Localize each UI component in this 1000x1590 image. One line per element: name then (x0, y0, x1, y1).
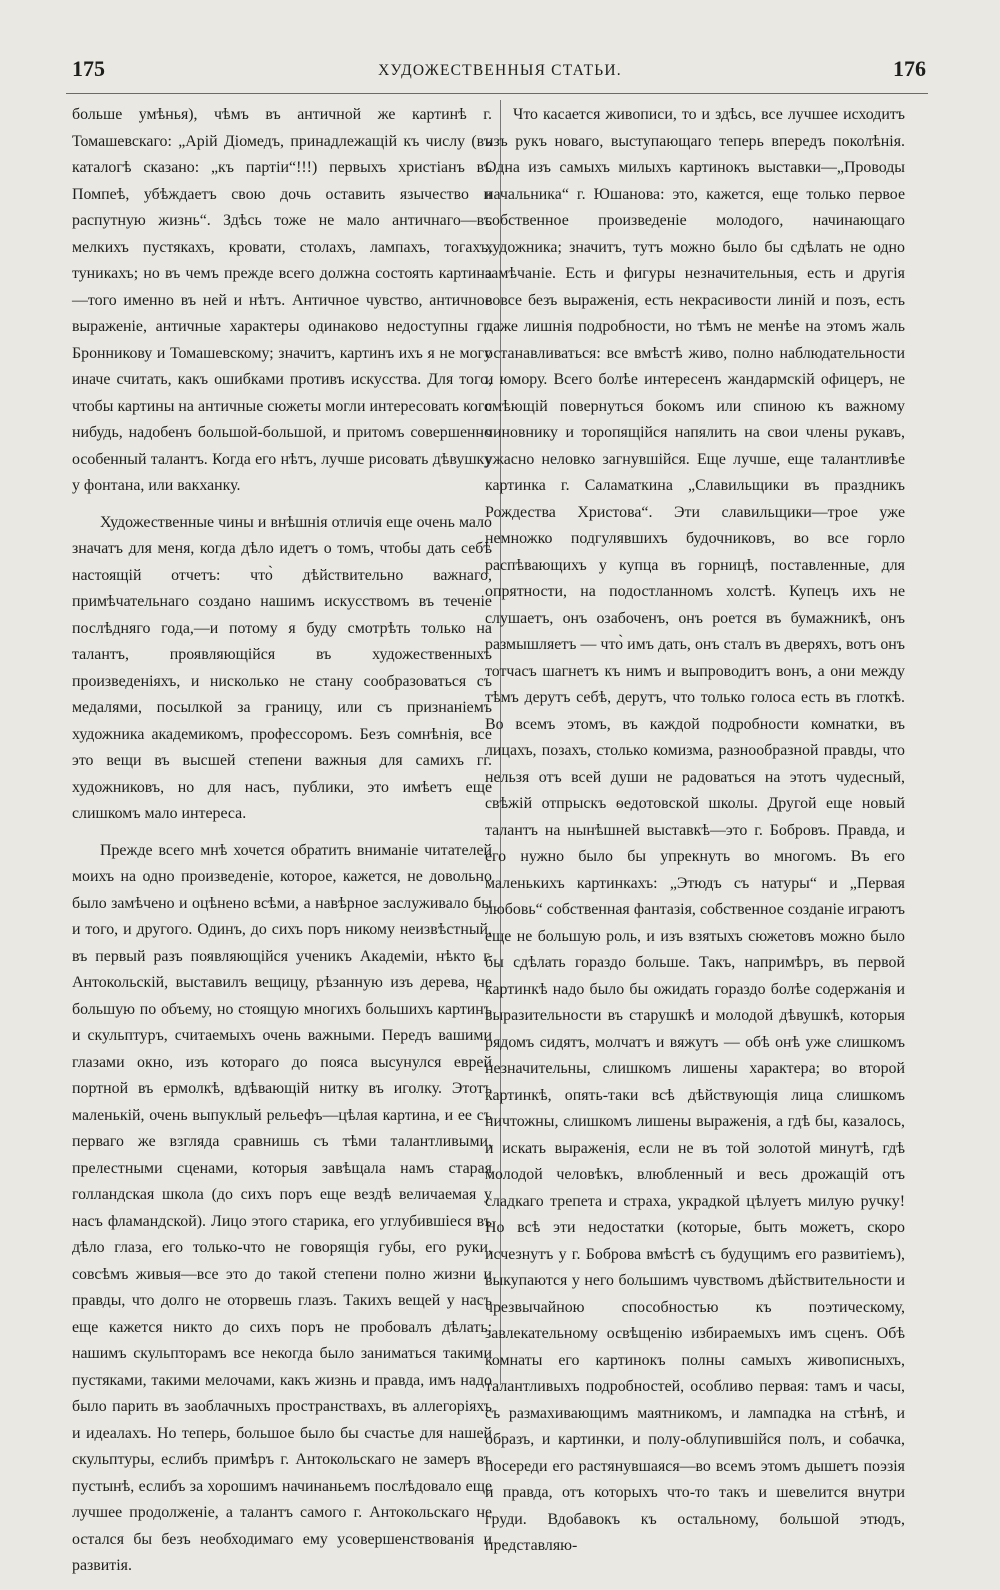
left-paragraph-2: Художественные чины и внѣшнія отличія еще очень мало значатъ для меня, когда дѣло идетъ о томъ, чтобы дать себѣ настоящій отчетъ: что̀ дѣйствительно важнаго, примѣчательнаго создано нашимъ искусствомъ въ теченіе послѣдняго года,—и потому я буду смотрѣть только на талантъ, проявляющійся въ художественныхъ произведеніяхъ, и нисколько не стану сообразоваться съ медалями, посылкой за границу, или съ признаніемъ художника академикомъ, профессоромъ. Безъ сомнѣнія, все это вещи въ высшей степени важныя для самихъ гг. художниковъ, но для насъ, публики, это имѣетъ еще слишкомъ мало интереса. (72, 513, 492, 822)
running-title: ХУДОЖЕСТВЕННЫЯ СТАТЬИ. (378, 62, 622, 79)
right-column (485, 102, 905, 1570)
left-column (72, 102, 492, 1590)
header-rule (66, 93, 928, 94)
page-number-right: 176 (893, 56, 926, 81)
page-number-left: 175 (72, 56, 105, 81)
right-paragraph-1: Что касается живописи, то и здѣсь, все лучшее исходитъ изъ рукъ новаго, выступающаго теперь впередъ поколѣнія. Одна изъ самыхъ милыхъ картинокъ выставки—„Проводы начальника“ г. Юшанова: это, кажется, еще только первое собственное произведеніе молодого, начинающаго художника; значитъ, тутъ можно было бы сдѣлать не одно замѣчаніе. Есть и фигуры незначительныя, есть и другія вовсе безъ выраженія, есть некрасивости линій и позъ, есть даже лишнія подробности, но тѣмъ не менѣе на этомъ жаль останавливаться: все вмѣстѣ живо, полно наблюдательности и юмору. Всего болѣе интересенъ жандармскій офицеръ, не смѣющій повернуться бокомъ или спиною къ важному чиновнику и торопящійся напялить на свои члены рукавъ, ужасно неловко загнувшійся. Еще лучше, еще талантливѣе картинка г. Саламаткина „Славильщики въ праздникъ Рождества Христова“. Эти славильщики—трое уже немножко подгулявшихъ будочниковъ, во все горло распѣвающихъ у купца въ горницѣ, поставленные, для опрятности, на подостланномъ холстѣ. Купецъ ихъ не слушаетъ, онъ озабоченъ, онъ роется въ бумажникѣ, онъ размышляетъ — что̀ имъ дать, онъ сталъ въ дверяхъ, вотъ онъ тотчасъ шагнетъ къ нимъ и выпроводитъ вонъ, а они между тѣмъ дерутъ себѣ, дерутъ, что только голоса есть въ глоткѣ. Во всемъ этомъ, въ каждой подробности комнатки, въ лицахъ, позахъ, столько комизма, разнообразной правды, что нельзя отъ всей души не радоваться на этотъ чудесный, свѣжій отпрыскъ ѳедотовской школы. Другой еще новый талантъ на нынѣшней выставкѣ—это г. Бобровъ. Правда, и его нужно было бы упрекнуть во многомъ. Въ его маленькихъ картинкахъ: „Этюдъ съ натуры“ и „Первая любовь“ собственная фантазія, собственное созданіе играютъ еще не большую роль, и изъ взятыхъ сюжетовъ можно было бы сдѣлать гораздо больше. Такъ, напримѣръ, въ первой картинкѣ надо было бы ожидать гораздо болѣе содержанія и выразительности въ старушкѣ и молодой дѣвушкѣ, которыя рядомъ сидятъ, молчатъ и вяжутъ — обѣ онѣ уже слишкомъ незначительны, слишкомъ лишены характера; во второй картинкѣ, опять-таки всѣ дѣйствующія лица слишкомъ ничтожны, слишкомъ лишены выраженія, а гдѣ бы, казалось, и искать выраженія, если не въ той золотой минутѣ, гдѣ молодой человѣкъ, влюбленный и весь дрожащій отъ сладкаго трепета и страха, украдкой цѣлуетъ милую ручку! Но всѣ эти недостатки (которые, быть можетъ, скоро исчезнутъ у г. Боброва вмѣстѣ съ будущимъ его развитіемъ), выкупаются у него большимъ чувствомъ дѣйствительности и чрезвычайною способностью къ поэтическому, завлекательному освѣщенію избираемыхъ имъ сценъ. Обѣ комнаты его картинокъ полны самыхъ живописныхъ, талантливыхъ подробностей, особливо первая: тамъ и часы, съ размахивающимъ маятникомъ, и лампадка на стѣнѣ, и образъ, и картинки, и полу-облупившійся полъ, и собачка, посереди его растянувшаяся—во всемъ этомъ дышетъ поэзія и правда, отъ которыхъ что-то такъ и шевелится внутри груди. Вдобавокъ къ остальному, большой этюдъ, представляю- (485, 106, 905, 1554)
left-paragraph-1: больше умѣнья), чѣмъ въ античной же картинѣ г. Томашевскаго: „Арій Діомедъ, принадлежащій къ числу (въ каталогѣ сказано: „къ партіи“!!!) первыхъ христіанъ въ Помпеѣ, убѣждаетъ свою дочь оставить язычество и распутную жизнь“. Здѣсь тоже не мало античнаго—въ мелкихъ пустякахъ, кровати, столахъ, лампахъ, тогахъ, туникахъ; но въ чемъ прежде всего должна состоять картина—того именно въ ней и нѣтъ. Античное чувство, античное выраженіе, античные характеры одинаково недоступны гг. Бронникову и Томашевскому; значитъ, картинъ ихъ я не могу иначе считать, какъ ошибками противъ искусства. Для того, чтобы картины на античные сюжеты могли интересовать кого нибудь, надобенъ большой-большой, и притомъ совершенно особенный талантъ. Когда его нѣтъ, лучше рисовать дѣвушку у фонтана, или вакханку. (72, 106, 492, 494)
left-paragraph-3: Прежде всего мнѣ хочется обратить вниманіе читателей моихъ на одно произведеніе, которое, кажется, не довольно было замѣчено и оцѣнено всѣми, а навѣрное заслуживало бы и того, и другого. Одинъ, до сихъ поръ никому неизвѣстный, въ первый разъ появляющійся ученикъ Академіи, нѣкто г. Антокольскій, выставилъ вещицу, рѣзанную изъ дерева, не большую по объему, но стоящую многихъ большихъ картинъ и скульптуръ, считаемыхъ очень важными. Передъ вашими глазами окно, изъ котораго до пояса высунулся еврей портной въ ермолкѣ, вдѣвающій нитку въ иголку. Этотъ маленькій, очень выпуклый рельефъ—цѣлая картина, и ее съ перваго же взгляда сравнишь съ тѣми талантливыми, прелестными сценами, которыя завѣщала намъ старая голландская школа (до сихъ поръ еще вездѣ величаемая у насъ фламандской). Лицо этого старика, его углубившіеся въ дѣло глаза, его только-что не говорящія губы, его руки, совсѣмъ живыя—все это до такой степени полно жизни и правды, что долго не оторвешь глазъ. Такихъ вещей у насъ еще кажется никто до сихъ поръ не пробовалъ дѣлать: нашимъ скульпторамъ все некогда было заниматься такими пустяками, такими мелочами, какъ жизнь и правда, имъ надо было парить въ заоблачныхъ пространствахъ, въ аллегоріяхъ и идеалахъ. Но теперь, большое было бы счастье для нашей скульптуры, еслибъ примѣръ г. Антокольскаго не замеръ въ пустынѣ, еслибъ за хорошимъ начинаньемъ послѣдовало еще лучшее продолженіе, а талантъ самого г. Антокольскаго не остался бы безъ необходимаго ему усовершенствованія и развитія. (72, 841, 492, 1574)
page-header (0, 50, 1000, 90)
